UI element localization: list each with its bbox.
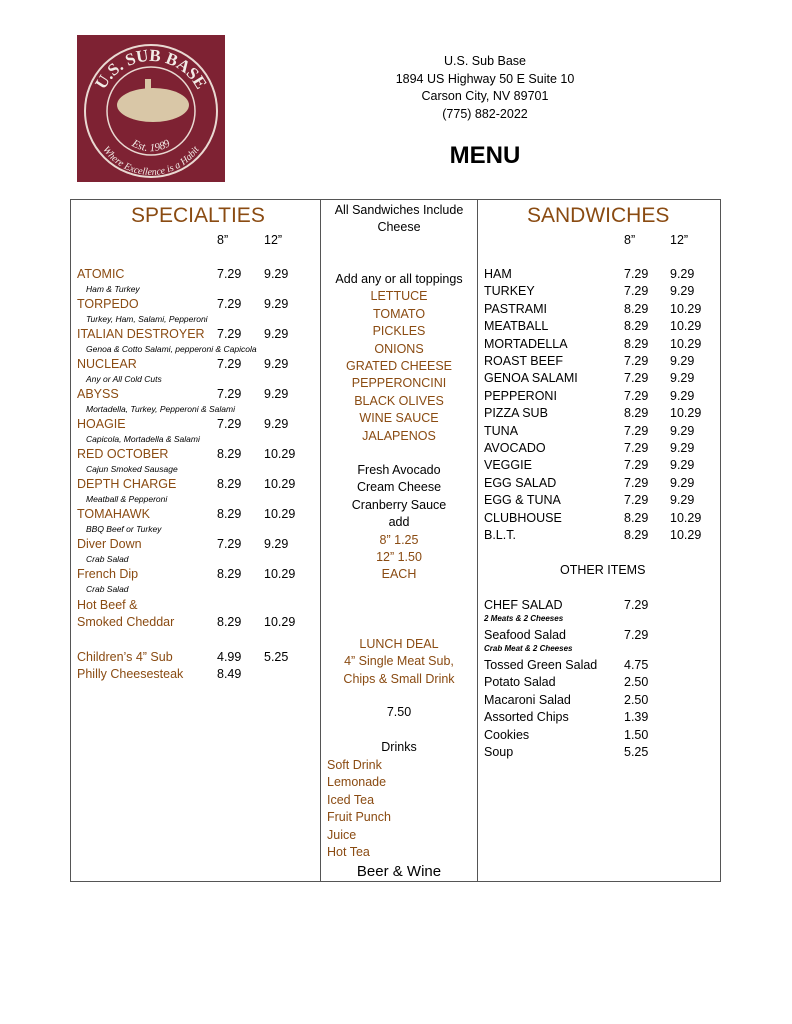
childrens-price-12: 5.25	[264, 650, 289, 664]
other-item-price: 5.25	[624, 745, 649, 759]
sandwich-price-12: 9.29	[670, 458, 695, 473]
svg-text:U.S. SUB BASE	[91, 46, 211, 93]
specialty-price-12: 9.29	[264, 357, 289, 371]
addon-prices	[321, 532, 477, 584]
sandwich-price-8: 7.29	[624, 475, 649, 490]
sandwich-price-12: 9.29	[670, 493, 695, 508]
phone-number: (775) 882-2022	[442, 106, 528, 121]
other-item-price: 7.29	[624, 598, 649, 612]
toppings-section	[321, 271, 477, 445]
sandwich-price-12: 9.29	[670, 284, 695, 299]
logo-emblem-icon	[77, 35, 225, 182]
specialty-price-8: 7.29	[217, 417, 242, 431]
specialty-price-8: 7.29	[217, 357, 242, 371]
specialty-name: TOMAHAWK	[77, 507, 150, 521]
include-cheese-note	[321, 202, 477, 236]
sandwich-price-8: 8.29	[624, 336, 649, 351]
sandwich-price-12: 9.29	[670, 354, 695, 368]
sandwich-name: ROAST BEEF	[484, 354, 563, 368]
other-item-description: 2 Meats & 2 Cheeses	[484, 614, 564, 623]
other-item-name: Potato Salad	[484, 675, 556, 690]
specialty-price-12: 10.29	[264, 567, 296, 581]
sandwich-price-12: 10.29	[670, 319, 702, 334]
sandwich-price-8: 7.29	[624, 458, 649, 473]
other-item-name: Soup	[484, 745, 514, 759]
specialty-name: TORPEDO	[77, 297, 139, 311]
addon-item: Cranberry Sauce	[351, 497, 447, 512]
sandwich-price-8: 7.29	[624, 267, 649, 281]
sandwich-price-12: 10.29	[670, 528, 702, 542]
sandwich-price-8: 7.29	[624, 371, 649, 386]
specialty-price-8: 7.29	[217, 387, 242, 401]
other-item-price: 1.50	[624, 727, 649, 742]
drink-item: Soft Drink	[327, 758, 382, 772]
specialty-name: NUCLEAR	[77, 357, 137, 371]
street-address: 1894 US Highway 50 E Suite 10	[395, 71, 575, 86]
specialty-price-12: 10.29	[264, 477, 296, 491]
drink-item: Fruit Punch	[327, 810, 391, 825]
logo-arc-text: U.S. SUB BASE	[91, 45, 211, 93]
specialty-description: Meatball & Pepperoni	[86, 494, 168, 504]
specialty-price-12: 10.29	[264, 447, 296, 461]
sandwich-name: AVOCADO	[484, 441, 546, 455]
specialty-name: ITALIAN DESTROYER	[77, 327, 205, 341]
sandwich-price-8: 7.29	[624, 388, 649, 403]
sandwich-size-8-header: 8”	[624, 233, 636, 247]
topping-item: ONIONS	[374, 341, 424, 356]
specialty-price-12: 9.29	[264, 327, 289, 341]
sandwich-name: HAM	[484, 267, 512, 281]
specialty-description: BBQ Beef or Turkey	[86, 524, 162, 534]
other-item-price: 2.50	[624, 675, 649, 690]
specialty-description: Cajun Smoked Sausage	[86, 464, 178, 474]
include-line-1: All Sandwiches Include	[334, 203, 464, 217]
addon-price: 8” 1.25	[379, 532, 419, 547]
other-item-description: Crab Meat & 2 Cheeses	[484, 644, 573, 653]
hot-beef-price-12: 10.29	[264, 615, 296, 629]
sandwich-price-12: 10.29	[670, 336, 702, 351]
topping-item: PICKLES	[372, 324, 426, 339]
specialty-name: French Dip	[77, 567, 139, 581]
address-block	[380, 53, 590, 123]
other-items-title: OTHER ITEMS	[560, 563, 646, 577]
sandwich-name: PIZZA SUB	[484, 406, 548, 421]
toppings-list	[321, 288, 477, 445]
topping-item: JALAPENOS	[362, 428, 436, 443]
other-item-price: 7.29	[624, 628, 649, 642]
specialty-description: Any or All Cold Cuts	[86, 374, 162, 384]
sandwich-price-8: 8.29	[624, 510, 649, 525]
specialty-price-12: 9.29	[264, 537, 289, 551]
restaurant-logo	[77, 35, 225, 182]
specialty-name: ABYSS	[77, 387, 119, 401]
specialty-description: Mortadella, Turkey, Pepperoni & Salami	[86, 404, 235, 414]
sandwich-price-8: 8.29	[624, 301, 649, 316]
sandwich-price-12: 9.29	[670, 423, 695, 438]
sandwiches-title: SANDWICHES	[527, 204, 670, 227]
drink-item: Hot Tea	[327, 845, 370, 860]
beer-wine: Beer & Wine	[356, 863, 442, 880]
sandwich-price-8: 8.29	[624, 528, 649, 542]
addon-item: Fresh Avocado	[357, 463, 441, 477]
sandwich-price-8: 8.29	[624, 319, 649, 334]
addon-item: Cream Cheese	[356, 480, 442, 495]
other-item-name: Cookies	[484, 727, 530, 742]
specialty-description: Crab Salad	[86, 584, 129, 594]
addon-price: 12” 1.50	[376, 550, 422, 565]
childrens-sub-name: Children’s 4” Sub	[77, 650, 173, 664]
menu-table	[70, 199, 721, 882]
sandwich-price-12: 9.29	[670, 371, 695, 386]
specialty-price-8: 8.29	[217, 567, 242, 581]
specialty-description: Turkey, Ham, Salami, Pepperoni	[86, 314, 208, 324]
sandwich-price-8: 7.29	[624, 354, 649, 368]
other-item-name: CHEF SALAD	[484, 598, 563, 612]
specialty-name: DEPTH CHARGE	[77, 477, 177, 491]
sandwich-name: GENOA SALAMI	[484, 371, 578, 386]
lunch-deal-line: Chips & Small Drink	[343, 671, 455, 686]
drink-item: Lemonade	[327, 775, 387, 790]
specialty-price-12: 9.29	[264, 267, 289, 281]
topping-item: BLACK OLIVES	[354, 393, 444, 408]
sandwich-price-8: 7.29	[624, 284, 649, 299]
sandwich-price-8: 7.29	[624, 423, 649, 438]
drink-item: Iced Tea	[327, 792, 375, 807]
sandwich-name: TURKEY	[484, 284, 535, 299]
other-item-price: 4.75	[624, 658, 649, 672]
sandwich-name: EGG & TUNA	[484, 493, 561, 508]
sandwich-price-12: 9.29	[670, 441, 695, 455]
specialty-name: HOAGIE	[77, 417, 126, 431]
sandwich-price-12: 10.29	[670, 510, 702, 525]
drink-item: Juice	[327, 827, 357, 842]
philly-price-8: 8.49	[217, 667, 242, 681]
size-8-header: 8”	[217, 233, 229, 247]
addons-list	[321, 462, 477, 532]
sandwich-name: CLUBHOUSE	[484, 510, 562, 525]
topping-item: TOMATO	[372, 306, 426, 321]
specialty-price-8: 8.29	[217, 447, 242, 461]
specialties-title: SPECIALTIES	[131, 204, 265, 227]
specialty-price-8: 7.29	[217, 267, 242, 281]
specialty-price-8: 7.29	[217, 327, 242, 341]
specialty-description: Crab Salad	[86, 554, 129, 564]
other-item-price: 2.50	[624, 692, 649, 707]
lunch-deal	[321, 636, 477, 688]
specialty-price-12: 9.29	[264, 417, 289, 431]
sandwich-name: EGG SALAD	[484, 475, 557, 490]
specialty-price-12: 9.29	[264, 387, 289, 401]
lunch-deal-line: 4” Single Meat Sub,	[344, 654, 454, 669]
childrens-price-8: 4.99	[217, 650, 242, 664]
sandwich-name: TUNA	[484, 423, 519, 438]
sandwich-size-12-header: 12”	[670, 233, 689, 247]
specialty-description: Capicola, Mortadella & Salami	[86, 434, 200, 444]
drinks-list	[327, 757, 391, 861]
specialty-price-8: 8.29	[217, 477, 242, 491]
sandwich-name: B.L.T.	[484, 528, 516, 542]
sandwich-price-12: 9.29	[670, 267, 695, 281]
include-line-2: Cheese	[377, 220, 421, 234]
other-item-name: Seafood Salad	[484, 628, 567, 642]
other-item-price: 1.39	[624, 710, 649, 725]
sandwich-name: PEPPERONI	[484, 388, 557, 403]
sandwich-name: MEATBALL	[484, 319, 549, 334]
other-item-name: Assorted Chips	[484, 710, 569, 725]
topping-item: GRATED CHEESE	[345, 359, 453, 374]
sandwich-price-8: 7.29	[624, 493, 649, 508]
other-item-name: Tossed Green Salad	[484, 658, 598, 672]
logo-est-text: Est. 1989	[129, 137, 173, 155]
page-title: MENU	[449, 142, 521, 169]
sandwich-price-8: 8.29	[624, 406, 649, 421]
specialty-name: RED OCTOBER	[77, 447, 169, 461]
addons-section	[321, 462, 477, 584]
sandwich-price-12: 10.29	[670, 301, 702, 316]
hot-beef-line2: Smoked Cheddar	[77, 615, 175, 629]
hot-beef-price-8: 8.29	[217, 615, 242, 629]
topping-item: WINE SAUCE	[359, 411, 439, 426]
specialty-description: Genoa & Cotto Salami, pepperoni & Capicola	[86, 344, 257, 354]
other-item-name: Macaroni Salad	[484, 692, 571, 707]
drinks-title: Drinks	[381, 740, 417, 754]
sandwich-name: PASTRAMI	[484, 301, 547, 316]
specialty-price-8: 7.29	[217, 537, 242, 551]
sandwich-price-8: 7.29	[624, 441, 649, 455]
restaurant-name: U.S. Sub Base	[444, 54, 526, 68]
sandwich-name: MORTADELLA	[484, 336, 568, 351]
city-state-zip: Carson City, NV 89701	[421, 89, 549, 103]
specialty-name: ATOMIC	[77, 267, 125, 281]
sandwich-price-12: 9.29	[670, 388, 695, 403]
addon-price: EACH	[381, 567, 417, 582]
hot-beef-line1: Hot Beef &	[77, 598, 138, 612]
specialty-price-8: 8.29	[217, 507, 242, 521]
lunch-deal-line: LUNCH DEAL	[359, 637, 439, 651]
specialty-name: Diver Down	[77, 537, 142, 551]
addon-item: add	[388, 515, 410, 530]
specialty-price-12: 9.29	[264, 297, 289, 311]
sandwich-price-12: 10.29	[670, 406, 702, 421]
sandwich-name: VEGGIE	[484, 458, 532, 473]
lunch-deal-price: 7.50	[386, 705, 412, 719]
topping-item: PEPPERONCINI	[351, 376, 447, 391]
sandwich-price-12: 9.29	[670, 475, 695, 490]
specialty-price-12: 10.29	[264, 507, 296, 521]
topping-item: LETTUCE	[370, 289, 428, 304]
column-divider	[477, 200, 478, 881]
specialty-price-8: 7.29	[217, 297, 242, 311]
logo-motto: Where Excellence is a Habit	[100, 144, 202, 179]
size-12-header: 12”	[264, 233, 283, 247]
toppings-intro: Add any or all toppings	[335, 272, 463, 286]
philly-name: Philly Cheesesteak	[77, 667, 184, 681]
specialty-description: Ham & Turkey	[86, 284, 140, 294]
